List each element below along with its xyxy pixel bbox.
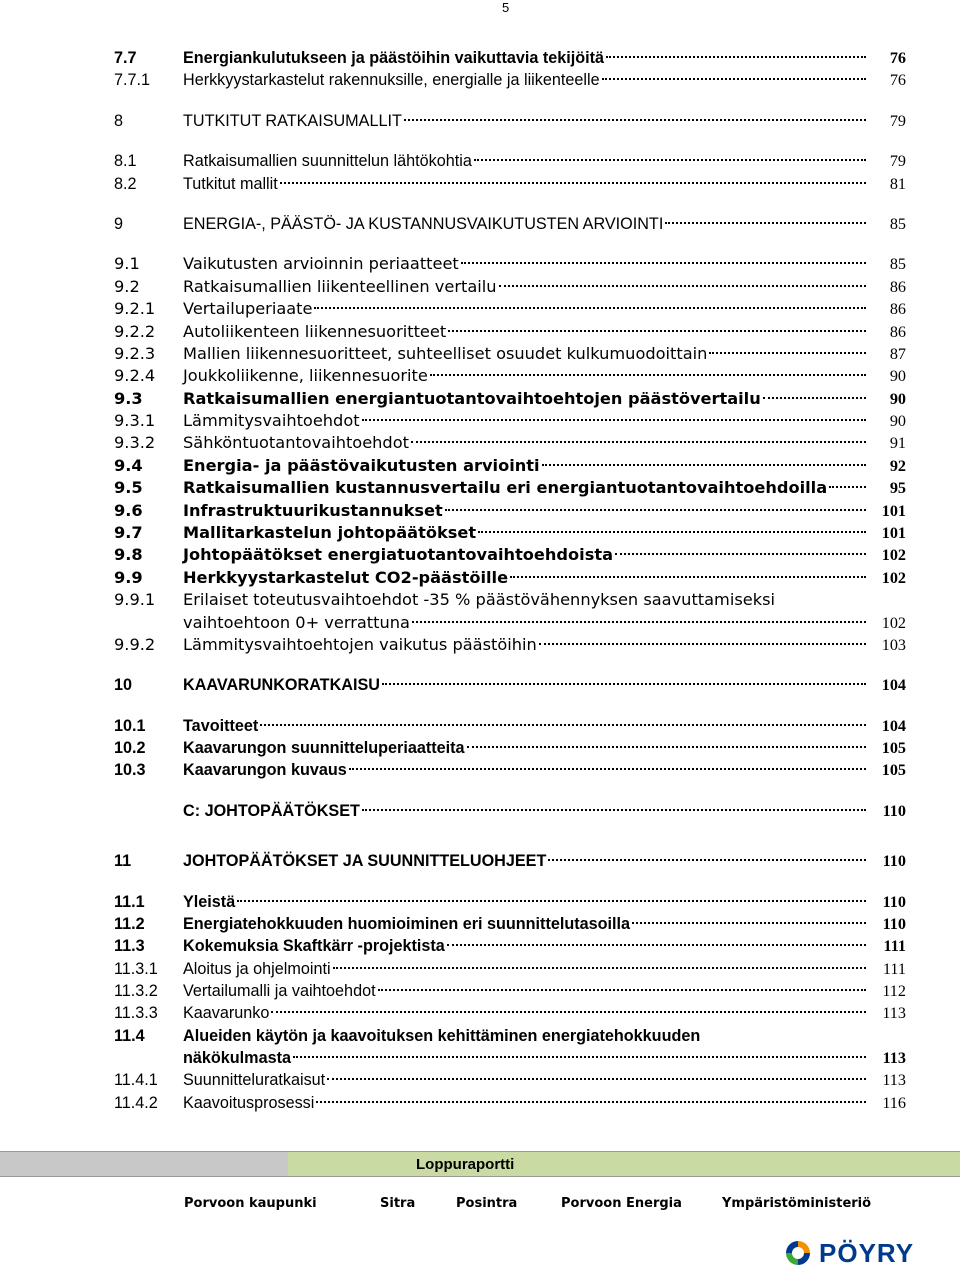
dot-leader xyxy=(293,1056,866,1058)
toc-entry[interactable] xyxy=(114,850,906,872)
toc-entry-number: 11.2 xyxy=(114,914,145,933)
toc-entry-number: 9.2.3 xyxy=(114,343,156,363)
toc-entry-page: 113 xyxy=(882,1071,906,1090)
toc-entry-title: Mallien liikennesuoritteet, suhteelliset osuudet kulkumuodoittain xyxy=(183,343,707,365)
partner-ymparistoministerio: Ympäristöministeriö xyxy=(722,1196,872,1211)
toc-entry-text xyxy=(183,567,866,589)
toc-entry[interactable] xyxy=(114,958,906,980)
toc-entry-page: 86 xyxy=(889,322,906,341)
toc-entry-page: 79 xyxy=(889,111,906,130)
toc-entry[interactable] xyxy=(114,477,906,499)
toc-entry-page: 76 xyxy=(889,71,906,90)
toc-entry-title: Yleistä xyxy=(183,891,235,913)
toc-entry-title: Aloitus ja ohjelmointi xyxy=(183,958,331,980)
dot-leader xyxy=(548,859,866,861)
toc-entry[interactable] xyxy=(114,500,906,522)
toc-entry[interactable] xyxy=(114,1069,906,1091)
toc-entry[interactable] xyxy=(114,891,906,913)
partner-sitra: Sitra xyxy=(380,1196,416,1211)
toc-entry-number: 8.1 xyxy=(114,152,137,171)
toc-entry-number: 11.4 xyxy=(114,1026,145,1045)
toc-entry-number: 10.1 xyxy=(114,716,146,735)
toc-entry-page: 102 xyxy=(881,546,906,565)
dot-leader xyxy=(542,464,866,466)
dot-leader xyxy=(327,1078,866,1080)
toc-entry-text xyxy=(183,150,866,172)
toc-entry-page: 101 xyxy=(881,524,906,543)
partner-porvoon-kaupunki: Porvoon kaupunki xyxy=(184,1196,317,1211)
toc-entry-text xyxy=(183,589,866,634)
toc-entry-title: Kaavarunko xyxy=(183,1002,269,1024)
toc-entry-title: Kaavoitusprosessi xyxy=(183,1092,314,1114)
dot-leader xyxy=(447,944,866,946)
toc-entry-text xyxy=(183,477,866,499)
toc-entry[interactable] xyxy=(114,634,906,656)
footer-gray-block xyxy=(0,1151,288,1177)
toc-entry-number: 10 xyxy=(114,676,133,695)
toc-entry-number: 8 xyxy=(114,111,124,130)
toc-entry-text xyxy=(183,913,866,935)
toc-entry-number: 10.3 xyxy=(114,761,146,780)
toc-entry[interactable] xyxy=(114,69,906,91)
toc-entry[interactable] xyxy=(114,522,906,544)
toc-entry-number: 7.7 xyxy=(114,49,137,67)
toc-entry-page: 104 xyxy=(881,716,906,735)
toc-entry-page: 79 xyxy=(889,152,906,171)
toc-entry-text xyxy=(183,455,866,477)
toc-entry-text xyxy=(183,173,866,195)
toc-entry-page: 90 xyxy=(889,412,906,431)
dot-leader xyxy=(632,922,866,924)
toc-entry-title: Tavoitteet xyxy=(183,715,258,737)
toc-entry-number: 9.9 xyxy=(114,567,143,587)
dot-leader xyxy=(404,119,866,121)
dot-leader xyxy=(665,222,866,224)
toc-entry-page: 87 xyxy=(889,344,906,363)
toc-entry-title-continued: vaihtoehtoon 0+ verrattuna xyxy=(183,612,410,634)
toc-entry-text xyxy=(183,321,866,343)
toc-entry-number: 9.5 xyxy=(114,478,143,498)
dot-leader xyxy=(445,509,866,511)
dot-leader xyxy=(237,900,866,902)
toc-entry-title: Kokemuksia Skaftkärr -projektista xyxy=(183,935,445,957)
dot-leader xyxy=(382,683,866,685)
toc-entry-page: 104 xyxy=(881,676,906,695)
table-of-contents xyxy=(114,47,906,1114)
toc-entry-second-line xyxy=(183,1047,866,1069)
dot-leader xyxy=(280,182,866,184)
dot-leader xyxy=(539,643,866,645)
toc-entry-text xyxy=(183,1092,866,1114)
toc-entry-title-continued: näkökulmasta xyxy=(183,1047,291,1069)
toc-entry[interactable] xyxy=(114,913,906,935)
toc-entry-number: 8.2 xyxy=(114,174,137,193)
dot-leader xyxy=(362,809,866,811)
toc-entry-text xyxy=(183,110,866,132)
dot-leader xyxy=(314,307,866,309)
toc-entry-title: Kaavarungon suunnitteluperiaatteita xyxy=(183,737,465,759)
toc-entry-title: Autoliikenteen liikennesuoritteet xyxy=(183,321,446,343)
toc-entry-page: 91 xyxy=(889,434,906,453)
toc-entry-number: 9.2.1 xyxy=(114,299,156,319)
toc-entry-text xyxy=(183,935,866,957)
toc-entry-number: 11.3.2 xyxy=(114,982,158,1001)
report-label: Loppuraportti xyxy=(288,1151,960,1177)
toc-entry-page: 90 xyxy=(889,389,906,408)
toc-entry-text xyxy=(183,213,866,235)
toc-entry-title: Sähköntuotantovaihtoehdot xyxy=(183,432,409,454)
toc-entry-text xyxy=(183,500,866,522)
toc-entry-number: 11.4.2 xyxy=(114,1093,158,1112)
toc-entry-number: 11 xyxy=(114,852,132,871)
toc-entry-text xyxy=(183,253,866,275)
toc-entry-number: 9.4 xyxy=(114,455,143,475)
toc-entry-second-line xyxy=(183,612,866,634)
toc-entry-text xyxy=(183,980,866,1002)
toc-entry-number: 7.7.1 xyxy=(114,71,151,90)
toc-entry[interactable] xyxy=(114,47,906,69)
toc-entry-page: 110 xyxy=(882,801,906,820)
dot-leader xyxy=(271,1011,866,1013)
toc-entry-number: 9.2 xyxy=(114,276,140,296)
dot-leader xyxy=(615,553,866,555)
dot-leader xyxy=(412,621,866,623)
toc-entry-title: Erilaiset toteutusvaihtoehdot -35 % päästövähennyksen saavuttamiseksi xyxy=(183,589,866,611)
toc-entry-title: Suunnitteluratkaisut xyxy=(183,1069,325,1091)
toc-entry-title: KAAVARUNKORATKAISU xyxy=(183,674,380,696)
toc-entry-number: 9.6 xyxy=(114,500,143,520)
toc-entry-text xyxy=(183,891,866,913)
toc-entry-number: 9.9.2 xyxy=(114,634,156,654)
toc-entry[interactable] xyxy=(114,410,906,432)
toc-entry-page: 111 xyxy=(882,959,906,978)
toc-entry-text xyxy=(183,674,866,696)
toc-entry-title: Joukkoliikenne, liikennesuorite xyxy=(183,365,428,387)
toc-entry[interactable] xyxy=(114,674,906,696)
toc-entry-page: 110 xyxy=(882,914,906,933)
toc-entry-page: 86 xyxy=(889,300,906,319)
toc-entry-page: 110 xyxy=(882,852,906,871)
toc-entry[interactable] xyxy=(114,298,906,320)
toc-entry-page: 111 xyxy=(883,937,906,956)
dot-leader xyxy=(349,768,866,770)
toc-entry-title: Energiatehokkuuden huomioiminen eri suunnittelutasoilla xyxy=(183,913,630,935)
toc-entry-number: 9.8 xyxy=(114,545,143,565)
toc-entry-text xyxy=(183,737,866,759)
toc-entry[interactable] xyxy=(114,321,906,343)
toc-entry-text xyxy=(183,759,866,781)
toc-entry-page: 112 xyxy=(882,982,906,1001)
toc-entry-number: 11.1 xyxy=(114,892,145,911)
dot-leader xyxy=(510,576,866,578)
toc-entry[interactable] xyxy=(114,567,906,589)
toc-entry-title: C: JOHTOPÄÄTÖKSET xyxy=(183,800,360,822)
toc-entry-title: Ratkaisumallien liikenteellinen vertailu xyxy=(183,276,497,298)
dot-leader xyxy=(430,374,866,376)
toc-entry-number: 11.3 xyxy=(114,937,145,956)
toc-entry-text xyxy=(183,410,866,432)
toc-entry-title: Lämmitysvaihtoehdot xyxy=(183,410,360,432)
toc-entry[interactable] xyxy=(114,759,906,781)
toc-entry-text xyxy=(183,715,866,737)
partner-list xyxy=(0,1196,960,1216)
toc-entry[interactable] xyxy=(114,276,906,298)
page-number: 5 xyxy=(502,0,510,15)
toc-entry-page: 105 xyxy=(881,738,906,757)
dot-leader xyxy=(411,441,866,443)
toc-entry[interactable] xyxy=(114,432,906,454)
toc-entry-title: Alueiden käytön ja kaavoituksen kehittäminen energiatehokkuuden xyxy=(183,1025,866,1047)
toc-entry[interactable] xyxy=(114,1002,906,1024)
toc-entry-page: 116 xyxy=(882,1093,906,1112)
toc-entry[interactable] xyxy=(114,715,906,737)
toc-entry[interactable] xyxy=(114,388,906,410)
toc-entry-page: 102 xyxy=(881,613,906,632)
toc-entry-text xyxy=(183,958,866,980)
toc-entry-number: 9.3.1 xyxy=(114,411,156,431)
toc-entry-page: 90 xyxy=(889,367,906,386)
toc-entry-text xyxy=(183,800,866,822)
toc-entry-number: 9.2.4 xyxy=(114,366,156,386)
toc-entry-page: 85 xyxy=(889,255,906,274)
toc-entry-number: 11.4.1 xyxy=(114,1071,158,1090)
toc-entry-number: 9.7 xyxy=(114,523,143,543)
toc-entry-title: Herkkyystarkastelut CO2-päästöille xyxy=(183,567,508,589)
toc-entry[interactable] xyxy=(114,173,906,195)
toc-entry[interactable] xyxy=(114,935,906,957)
dot-leader xyxy=(333,967,866,969)
toc-entry-page: 76 xyxy=(889,49,906,67)
toc-entry-text xyxy=(183,343,866,365)
dot-leader xyxy=(763,397,866,399)
toc-entry-text xyxy=(183,365,866,387)
toc-entry-number: 11.3.3 xyxy=(114,1004,158,1023)
toc-entry-page: 85 xyxy=(889,214,906,233)
dot-leader xyxy=(378,989,866,991)
poyry-logo-icon xyxy=(783,1238,813,1268)
dot-leader xyxy=(499,285,866,287)
toc-entry-title: Ratkaisumallien suunnittelun lähtökohtia xyxy=(183,150,472,172)
toc-entry-text xyxy=(183,1069,866,1091)
toc-entry-text xyxy=(183,69,866,91)
toc-entry-title: Kaavarungon kuvaus xyxy=(183,759,347,781)
dot-leader xyxy=(829,486,866,488)
toc-entry[interactable] xyxy=(114,253,906,275)
toc-entry[interactable] xyxy=(114,110,906,132)
dot-leader xyxy=(602,78,866,80)
toc-entry[interactable] xyxy=(114,150,906,172)
toc-entry-title: Vertailuperiaate xyxy=(183,298,312,320)
toc-entry-title: Herkkyystarkastelut rakennuksille, energialle ja liikenteelle xyxy=(183,69,600,91)
toc-entry-text xyxy=(183,634,866,656)
dot-leader xyxy=(448,330,866,332)
toc-entry-number: 11.3.1 xyxy=(114,959,158,978)
toc-entry-title: TUTKITUT RATKAISUMALLIT xyxy=(183,110,402,132)
toc-entry-text xyxy=(183,522,866,544)
toc-entry-title: Tutkitut mallit xyxy=(183,173,278,195)
toc-entry-title: Energia- ja päästövaikutusten arviointi xyxy=(183,455,540,477)
toc-entry-page: 110 xyxy=(882,892,906,911)
toc-entry-title: Ratkaisumallien kustannusvertailu eri energiantuotantovaihtoehdoilla xyxy=(183,477,827,499)
toc-entry-text xyxy=(183,432,866,454)
toc-entry-title: Ratkaisumallien energiantuotantovaihtoehtojen päästövertailu xyxy=(183,388,761,410)
dot-leader xyxy=(316,1101,866,1103)
toc-entry-number: 9.3.2 xyxy=(114,433,156,453)
toc-entry-title: Lämmitysvaihtoehtojen vaikutus päästöihin xyxy=(183,634,537,656)
dot-leader xyxy=(606,56,866,58)
toc-entry-text xyxy=(183,276,866,298)
toc-entry[interactable] xyxy=(114,1025,906,1070)
toc-entry-text xyxy=(183,1002,866,1024)
toc-entry-title: Mallitarkastelun johtopäätökset xyxy=(183,522,476,544)
toc-entry-title: Vertailumalli ja vaihtoehdot xyxy=(183,980,376,1002)
toc-entry-page: 113 xyxy=(882,1004,906,1023)
toc-entry-title: JOHTOPÄÄTÖKSET JA SUUNNITTELUOHJEET xyxy=(183,850,546,872)
toc-entry-page: 102 xyxy=(881,568,906,587)
toc-entry-title: Johtopäätökset energiatuotantovaihtoehdoista xyxy=(183,544,613,566)
toc-entry-number: 10.2 xyxy=(114,738,146,757)
toc-entry-text xyxy=(183,47,866,69)
toc-entry-page: 103 xyxy=(881,635,906,654)
toc-entry-page: 105 xyxy=(881,761,906,780)
footer-bar xyxy=(0,1151,960,1177)
toc-entry-page: 92 xyxy=(889,456,906,475)
toc-entry-number: 9.9.1 xyxy=(114,590,156,610)
poyry-logo xyxy=(783,1237,914,1269)
toc-entry[interactable] xyxy=(114,737,906,759)
toc-entry[interactable] xyxy=(114,980,906,1002)
toc-entry-number: 9.3 xyxy=(114,388,143,408)
toc-entry[interactable] xyxy=(114,365,906,387)
toc-entry-page: 101 xyxy=(881,501,906,520)
toc-entry[interactable] xyxy=(114,1092,906,1114)
toc-entry-text xyxy=(183,298,866,320)
toc-entry-page: 113 xyxy=(882,1049,906,1068)
dot-leader xyxy=(467,746,866,748)
toc-entry[interactable] xyxy=(114,589,906,634)
toc-entry[interactable] xyxy=(114,455,906,477)
toc-entry[interactable] xyxy=(114,213,906,235)
dot-leader xyxy=(260,724,866,726)
dot-leader xyxy=(362,419,866,421)
dot-leader xyxy=(709,352,866,354)
toc-entry-page: 95 xyxy=(889,479,906,498)
toc-entry[interactable] xyxy=(114,343,906,365)
toc-entry-page: 81 xyxy=(889,174,906,193)
partner-porvoon-energia: Porvoon Energia xyxy=(561,1196,682,1211)
toc-entry-page: 86 xyxy=(889,277,906,296)
toc-entry[interactable] xyxy=(114,800,906,822)
toc-entry-title: Energiankulutukseen ja päästöihin vaikuttavia tekijöitä xyxy=(183,47,604,69)
partner-posintra: Posintra xyxy=(456,1196,518,1211)
dot-leader xyxy=(474,159,866,161)
toc-entry-text xyxy=(183,850,866,872)
toc-entry[interactable] xyxy=(114,544,906,566)
toc-entry-title: Vaikutusten arvioinnin periaatteet xyxy=(183,253,459,275)
toc-entry-title: ENERGIA-, PÄÄSTÖ- JA KUSTANNUSVAIKUTUSTEN ARVIOINTI xyxy=(183,213,663,235)
toc-entry-text xyxy=(183,388,866,410)
toc-entry-text xyxy=(183,544,866,566)
toc-entry-text xyxy=(183,1025,866,1070)
toc-entry-number: 9.1 xyxy=(114,254,140,274)
poyry-logo-text: PÖYRY xyxy=(819,1237,915,1268)
dot-leader xyxy=(478,531,866,533)
toc-entry-number: 9 xyxy=(114,214,124,233)
toc-entry-title: Infrastruktuurikustannukset xyxy=(183,500,443,522)
dot-leader xyxy=(461,262,866,264)
toc-entry-number: 9.2.2 xyxy=(114,321,156,341)
